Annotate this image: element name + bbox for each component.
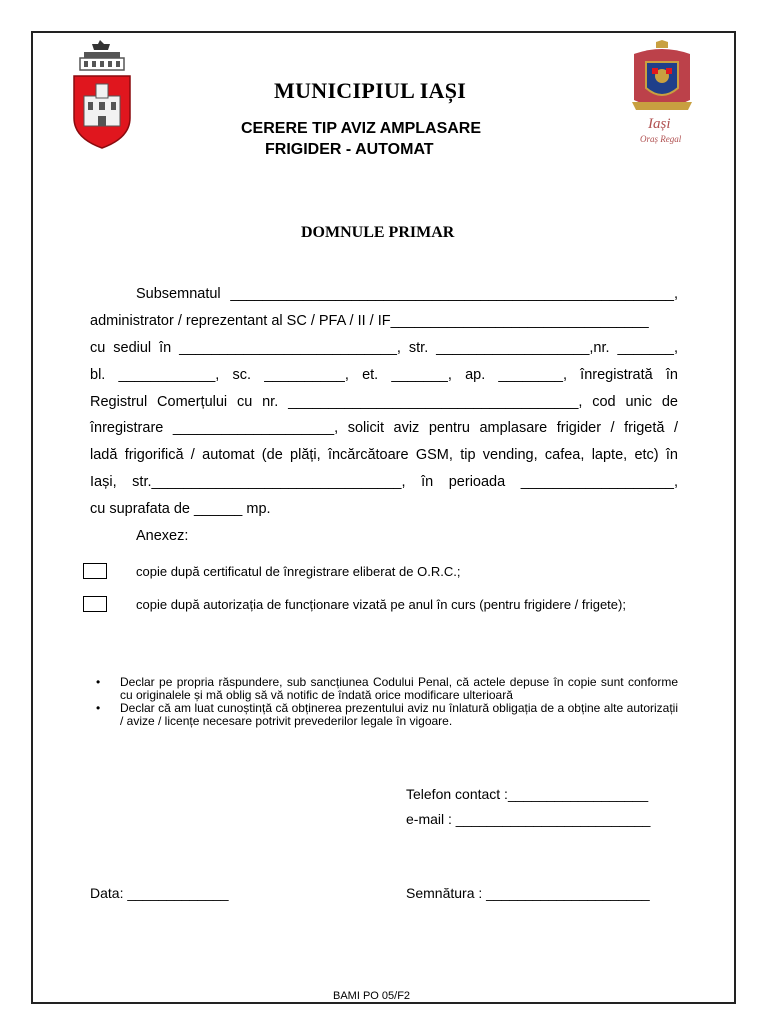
annex-label-authorization: copie după autorizația de funcționare vizată pe anul în curs (pentru frigidere / frigete);: [136, 597, 626, 612]
declaration-text: Declar pe propria răspundere, sub sancțiunea Codului Penal, că actele depuse în copie sunt conforme cu originalele și mă oblig să vă notific de îndată orice modificare ulterioară: [120, 675, 678, 702]
date-field[interactable]: Data: _____________: [90, 885, 229, 901]
municipality-title: MUNICIPIUL IAȘI: [274, 78, 467, 103]
royal-coat-of-arms-logo: [626, 40, 698, 152]
annex-checkbox-authorization[interactable]: [83, 596, 107, 612]
iasi-coat-of-arms-logo: [70, 38, 134, 150]
email-field[interactable]: e-mail : _________________________: [406, 811, 651, 827]
declaration-text: Declar că am luat cunoștință că obținerea prezentului aviz nu înlatură obligația de a obține alte autorizații / avize / licențe necesare potrivit prevederilor legale în vigoare.: [120, 701, 678, 728]
form-line-street-period[interactable]: Iași, str._______________________________, în perioada ___________________,: [90, 474, 678, 490]
annex-checkbox-orc[interactable]: [83, 563, 107, 579]
salutation-heading: DOMNULE PRIMAR: [301, 224, 455, 241]
form-line-address[interactable]: cu sediul în ___________________________, str. ___________________,nr. _______,: [90, 340, 678, 356]
form-title-line1: CERERE TIP AVIZ AMPLASARE: [241, 120, 482, 137]
form-line-name[interactable]: Subsemnatul _______________________________________________________,: [136, 286, 678, 302]
declarations-list: [96, 676, 678, 728]
form-line-area[interactable]: cu suprafata de ______ mp.: [90, 501, 271, 517]
bullet-icon: •: [96, 675, 101, 689]
form-title-line2: FRIGIDER - AUTOMAT: [265, 141, 434, 158]
form-line-registry[interactable]: Registrul Comerțului cu nr. ____________________________________, cod unic de: [90, 394, 678, 410]
annex-label: Anexez:: [136, 528, 189, 544]
declaration-item: [96, 676, 678, 702]
form-line-equipment: ladă frigorifică / automat (de plăți, încărcătoare GSM, tip vending, cafea, lapte, etc) în: [90, 447, 678, 463]
phone-field[interactable]: Telefon contact :__________________: [406, 786, 649, 802]
form-line-company[interactable]: administrator / reprezentant al SC / PFA / II / IF________________________________: [90, 313, 649, 329]
signature-field[interactable]: Semnătura : _____________________: [406, 885, 650, 901]
declaration-item: [96, 702, 678, 728]
form-code: BAMI PO 05/F2: [333, 990, 411, 1002]
logo-city-text: Iași: [648, 116, 671, 132]
logo-motto-text: Oraș Regal: [640, 134, 682, 144]
form-line-cui[interactable]: înregistrare ____________________, solicit aviz pentru amplasare frigider / frigetă /: [90, 420, 678, 436]
annex-label-orc: copie după certificatul de înregistrare eliberat de O.R.C.;: [136, 564, 461, 579]
bullet-icon: •: [96, 701, 101, 715]
form-line-building[interactable]: bl. ____________, sc. __________, et. _______, ap. ________, înregistrată în: [90, 367, 678, 383]
